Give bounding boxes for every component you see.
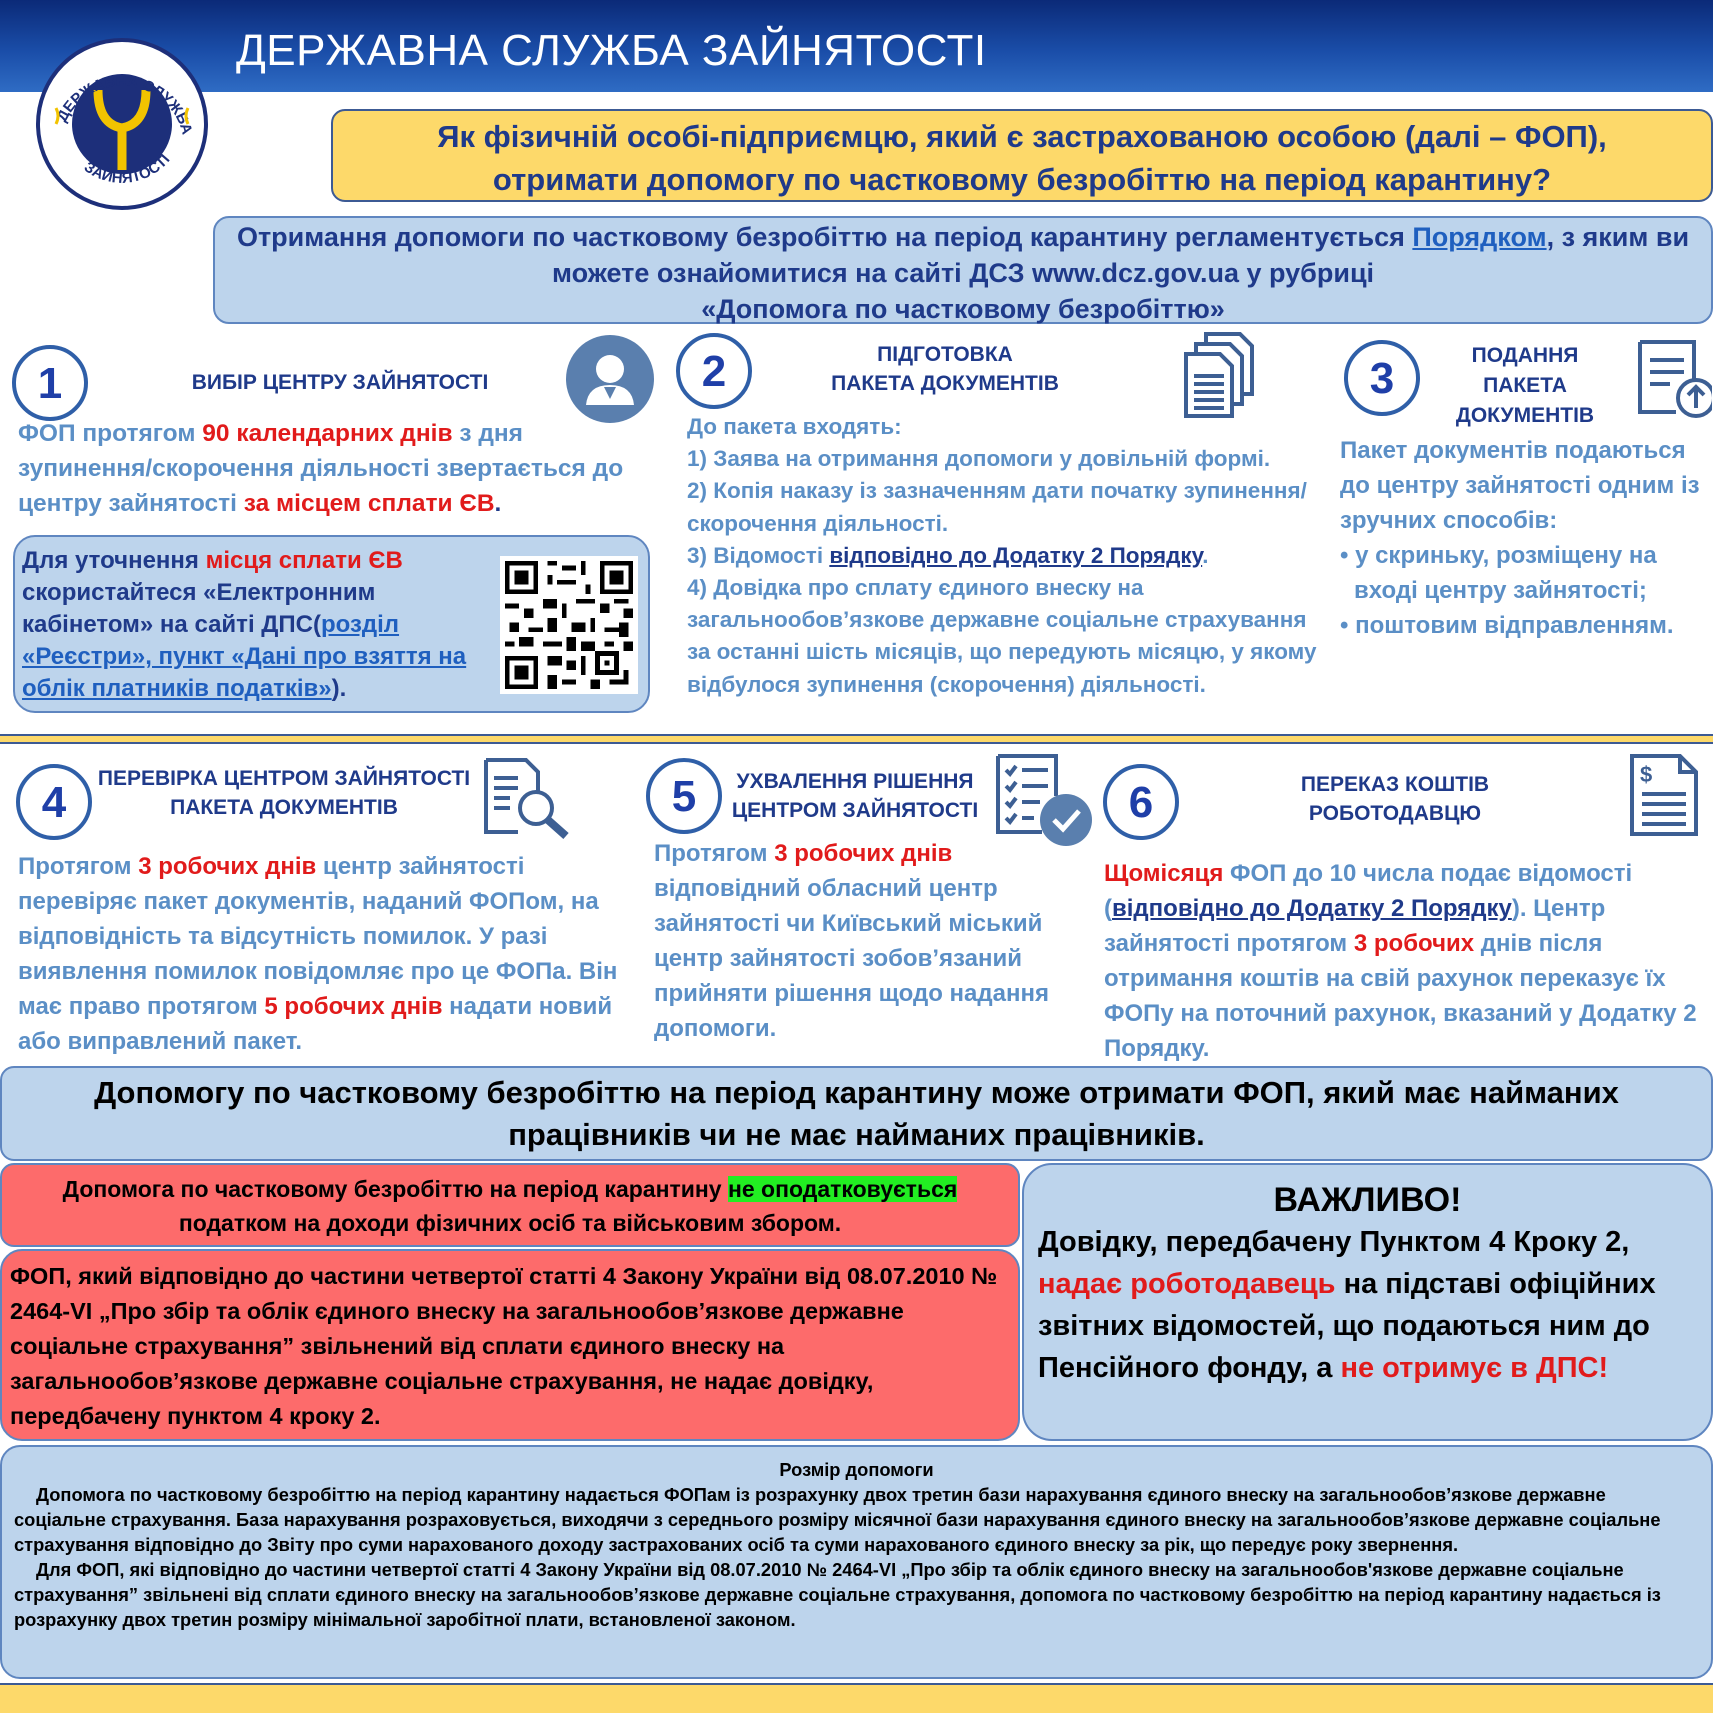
svg-text:ЗАЙНЯТОСТІ: ЗАЙНЯТОСТІ bbox=[80, 151, 174, 187]
step4-t2: 3 робочих днів bbox=[138, 853, 317, 880]
question-line-1: Як фізичній особі-підприємцю, який є застрахованою особою (далі – ФОП), bbox=[437, 119, 1607, 154]
step6-title-line2: РОБОТОДАВЦЮ bbox=[1308, 802, 1482, 825]
step3-intro: Пакет документів подаються до центру зайнятості одним із зручних способів: bbox=[1340, 437, 1700, 534]
step2-i3c: . bbox=[1202, 542, 1209, 568]
footer-bar bbox=[0, 1683, 1713, 1713]
question-banner bbox=[331, 109, 1713, 202]
step1-t2: 90 календарних днів bbox=[202, 420, 453, 447]
step5-title bbox=[720, 767, 990, 825]
user-icon bbox=[566, 335, 654, 423]
step3-title-line3: ДОКУМЕНТІВ bbox=[1455, 404, 1595, 427]
svg-text:$: $ bbox=[1640, 762, 1653, 787]
step6-number: 6 bbox=[1103, 764, 1179, 840]
step5-number: 5 bbox=[646, 758, 722, 834]
step6-t5: 3 робочих bbox=[1353, 930, 1475, 957]
important-t1: Довідку, передбачену Пунктом 4 Кроку 2, bbox=[1038, 1226, 1630, 1258]
callout-c1: Для уточнення bbox=[22, 547, 206, 574]
registry-link[interactable]: розділ «Реєстри», пункт «Дані про взяття на облік платників податків» bbox=[22, 611, 467, 702]
info-part2: , з яким ви можете ознайомитися на сайті ДСЗ www.dcz.gov.ua у рубриці bbox=[551, 222, 1690, 288]
step2-item-1: 1) Заява на отримання допомоги у довільній формі. bbox=[687, 446, 1271, 472]
step3-title-line1: ПОДАННЯ bbox=[1471, 344, 1579, 367]
svg-text:ДЕРЖАВНА СЛУЖБА: ДЕРЖАВНА СЛУЖБА bbox=[53, 72, 196, 137]
step6-t4: ). Центр зайнятості протягом bbox=[1104, 895, 1606, 957]
important-t4: не отримує в ДПС! bbox=[1340, 1352, 1609, 1384]
step3-title bbox=[1440, 341, 1610, 431]
appendix2-link[interactable]: відповідно до Додатку 2 Порядку bbox=[829, 542, 1203, 568]
important-heading: ВАЖЛИВО! bbox=[1273, 1181, 1462, 1219]
callout-c3: скористайтеся «Електронним кабінетом» на сайті ДПС( bbox=[22, 579, 376, 638]
documents-icon bbox=[1182, 330, 1258, 420]
step1-t4: за місцем сплати ЄВ bbox=[243, 490, 495, 517]
step4-t3: центр зайнятості перевіряє пакет документів, наданий ФОПом, на відповідність та відсутність помилок. У разі виявлення помилок повідомляє про це ФОПа. Він має право протягом bbox=[18, 853, 618, 1020]
info-banner bbox=[213, 216, 1713, 324]
qr-code[interactable] bbox=[500, 556, 638, 694]
checklist-approved-icon bbox=[994, 752, 1094, 848]
step1-text bbox=[18, 416, 658, 521]
agency-logo bbox=[36, 38, 208, 210]
logo-emblem bbox=[40, 42, 204, 206]
tax-t1: Допомога по частковому безробіттю на період карантину bbox=[62, 1176, 728, 1202]
exemption-notice: ФОП, який відповідно до частини четвертої статті 4 Закону України від 08.07.2010 № 2464-VI „Про збір та облік єдиного внеску на загальнообов’язкове державне соціальне страхування” звільнений від сплати єдиного внеску на загальнообов’язкове державне соціальне страхування, не надає довідку, передбачену пунктом 4 кроку 2. bbox=[0, 1249, 1020, 1441]
tax-notice bbox=[0, 1163, 1020, 1247]
step6-title-line1: ПЕРЕКАЗ КОШТІВ bbox=[1300, 773, 1490, 796]
step2-title-line2: ПАКЕТА ДОКУМЕНТІВ bbox=[831, 372, 1059, 395]
document-upload-icon bbox=[1636, 338, 1712, 420]
size-paragraph-2: Для ФОП, які відповідно до частини четвертої статті 4 Закону України від 08.07.2010 № 2464-VI „Про збір та облік єдиного внеску на загальнообов'язкове державне соціальне страхування” звільнені від сплати єдиного внеску на загальнообов’язкове державне соціальне страхування, допомога по частковому безробіттю на період карантину надається із розрахунку двох третин розміру мінімальної заробітної плати, встановленої законом. bbox=[14, 1559, 1661, 1630]
step4-t4: 5 робочих днів bbox=[264, 993, 443, 1020]
callout-c2: місця сплати ЄВ bbox=[205, 547, 403, 574]
step3-text bbox=[1340, 433, 1713, 643]
step1-t1: ФОП протягом bbox=[18, 420, 203, 447]
step6-t2: ФОП до 10 числа подає відомості ( bbox=[1104, 860, 1633, 922]
step2-item-2: 2) Копія наказу із зазначенням дати початку зупинення/скорочення діяльності. bbox=[687, 478, 1307, 536]
callout-text bbox=[22, 545, 492, 705]
summary-line-1: Допомогу по частковому безробіттю на період карантину може отримати ФОП, який має найманих bbox=[94, 1075, 1619, 1110]
eligibility-summary bbox=[0, 1066, 1713, 1161]
document-search-icon bbox=[482, 756, 572, 840]
step4-title-line2: ПАКЕТА ДОКУМЕНТІВ bbox=[170, 796, 398, 819]
section-divider bbox=[0, 734, 1713, 744]
step5-t3: відповідний обласний центр зайнятості чи Київський міський центр зайнятості зобов’язаний прийняти рішення щодо надання допомоги. bbox=[654, 875, 1049, 1042]
step1-number: 1 bbox=[12, 345, 88, 421]
step3-title-line2: ПАКЕТА bbox=[1483, 374, 1567, 397]
page-title: ДЕРЖАВНА СЛУЖБА ЗАЙНЯТОСТІ bbox=[236, 26, 987, 75]
step5-text bbox=[654, 836, 1094, 1046]
important-text bbox=[1038, 1221, 1697, 1389]
step1-title: ВИБІР ЦЕНТРУ ЗАЙНЯТОСТІ bbox=[191, 371, 489, 394]
size-heading: Розмір допомоги bbox=[779, 1459, 934, 1480]
step6-t1: Щомісяця bbox=[1104, 860, 1224, 887]
step2-i3a: 3) Відомості bbox=[687, 542, 830, 568]
step2-item-4: 4) Довідка про сплату єдиного внеску на загальнообов’язкове державне соціальне страхування за останні шість місяців, що передують місяцю, у якому відбулося зупинення (скорочення) діяльності. bbox=[687, 575, 1317, 697]
appendix2-link-2[interactable]: відповідно до Додатку 2 Порядку bbox=[1112, 895, 1512, 922]
tax-line-1 bbox=[2, 1172, 1018, 1206]
invoice-icon bbox=[1628, 752, 1700, 838]
step6-title bbox=[1250, 770, 1540, 828]
benefit-size-section bbox=[0, 1445, 1713, 1679]
tax-highlight: не оподатковується bbox=[727, 1176, 958, 1202]
step4-text bbox=[18, 849, 638, 1059]
step5-t2: 3 робочих днів bbox=[774, 840, 953, 867]
step2-number: 2 bbox=[676, 333, 752, 409]
info-part1: Отримання допомоги по частковому безробіттю на період карантину регламентується bbox=[236, 222, 1413, 252]
callout-c5: ). bbox=[331, 675, 347, 702]
step6-t6: днів після отримання коштів на свій рахунок переказує їх ФОПу на поточний рахунок, вказаний у Додатку 2 Порядку. bbox=[1104, 930, 1697, 1062]
important-t3: на підставі офіційних звітних відомостей, що подаються ним до Пенсійного фонду, а bbox=[1038, 1268, 1656, 1384]
step2-title-line1: ПІДГОТОВКА bbox=[877, 343, 1013, 366]
important-t2: надає роботодавець bbox=[1038, 1268, 1336, 1300]
tax-line-2: податком на доходи фізичних осіб та військовим збором. bbox=[178, 1210, 842, 1236]
step2-item-3 bbox=[687, 540, 1327, 572]
summary-line-2: працівників чи не має найманих працівників. bbox=[508, 1117, 1205, 1152]
step1-t3: з дня зупинення/скорочення діяльності звертається до центру зайнятості bbox=[18, 420, 624, 517]
step4-number: 4 bbox=[16, 764, 92, 840]
important-notice bbox=[1022, 1163, 1713, 1441]
question-line-2: отримати допомогу по частковому безробіттю на період карантину? bbox=[492, 162, 1552, 197]
step4-title bbox=[94, 764, 474, 822]
step5-title-line1: УХВАЛЕННЯ РІШЕННЯ bbox=[736, 770, 974, 793]
info-line-3: «Допомога по частковому безробіттю» bbox=[701, 294, 1225, 324]
step5-title-line2: ЦЕНТРОМ ЗАЙНЯТОСТІ bbox=[731, 799, 979, 822]
step2-intro: До пакета входять: bbox=[687, 414, 902, 439]
info-text bbox=[215, 219, 1711, 291]
step6-text bbox=[1104, 856, 1704, 1066]
step5-t1: Протягом bbox=[654, 840, 775, 867]
size-paragraph-1: Допомога по частковому безробіттю на період карантину надається ФОПам із розрахунку двох третин бази нарахування єдиного внеску на загальнообов’язкове державне соціальне страхування. База нарахування розраховується, виходячи з середнього розміру місячної бази нарахування єдиного внеску на загальнообов’язкове державне соціальне страхування відповідно до Звіту про суми нарахованого доходу застрахованих осіб та суми нарахованого єдиного внеску за рік, що передує року звернення. bbox=[14, 1484, 1661, 1555]
step4-title-line1: ПЕРЕВІРКА ЦЕНТРОМ ЗАЙНЯТОСТІ bbox=[97, 767, 471, 790]
procedure-link[interactable]: Порядком bbox=[1412, 222, 1547, 252]
step4-t5: надати новий або виправлений пакет. bbox=[18, 993, 613, 1055]
step3-bullet-1: • у скриньку, розміщену на вході центру зайнятості; bbox=[1340, 542, 1657, 604]
step3-number: 3 bbox=[1344, 340, 1420, 416]
step2-title bbox=[800, 340, 1090, 398]
step2-text bbox=[687, 411, 1327, 701]
step1-t5: . bbox=[494, 490, 502, 517]
step3-bullet-2: • поштовим відправленням. bbox=[1340, 612, 1674, 639]
step4-t1: Протягом bbox=[18, 853, 139, 880]
